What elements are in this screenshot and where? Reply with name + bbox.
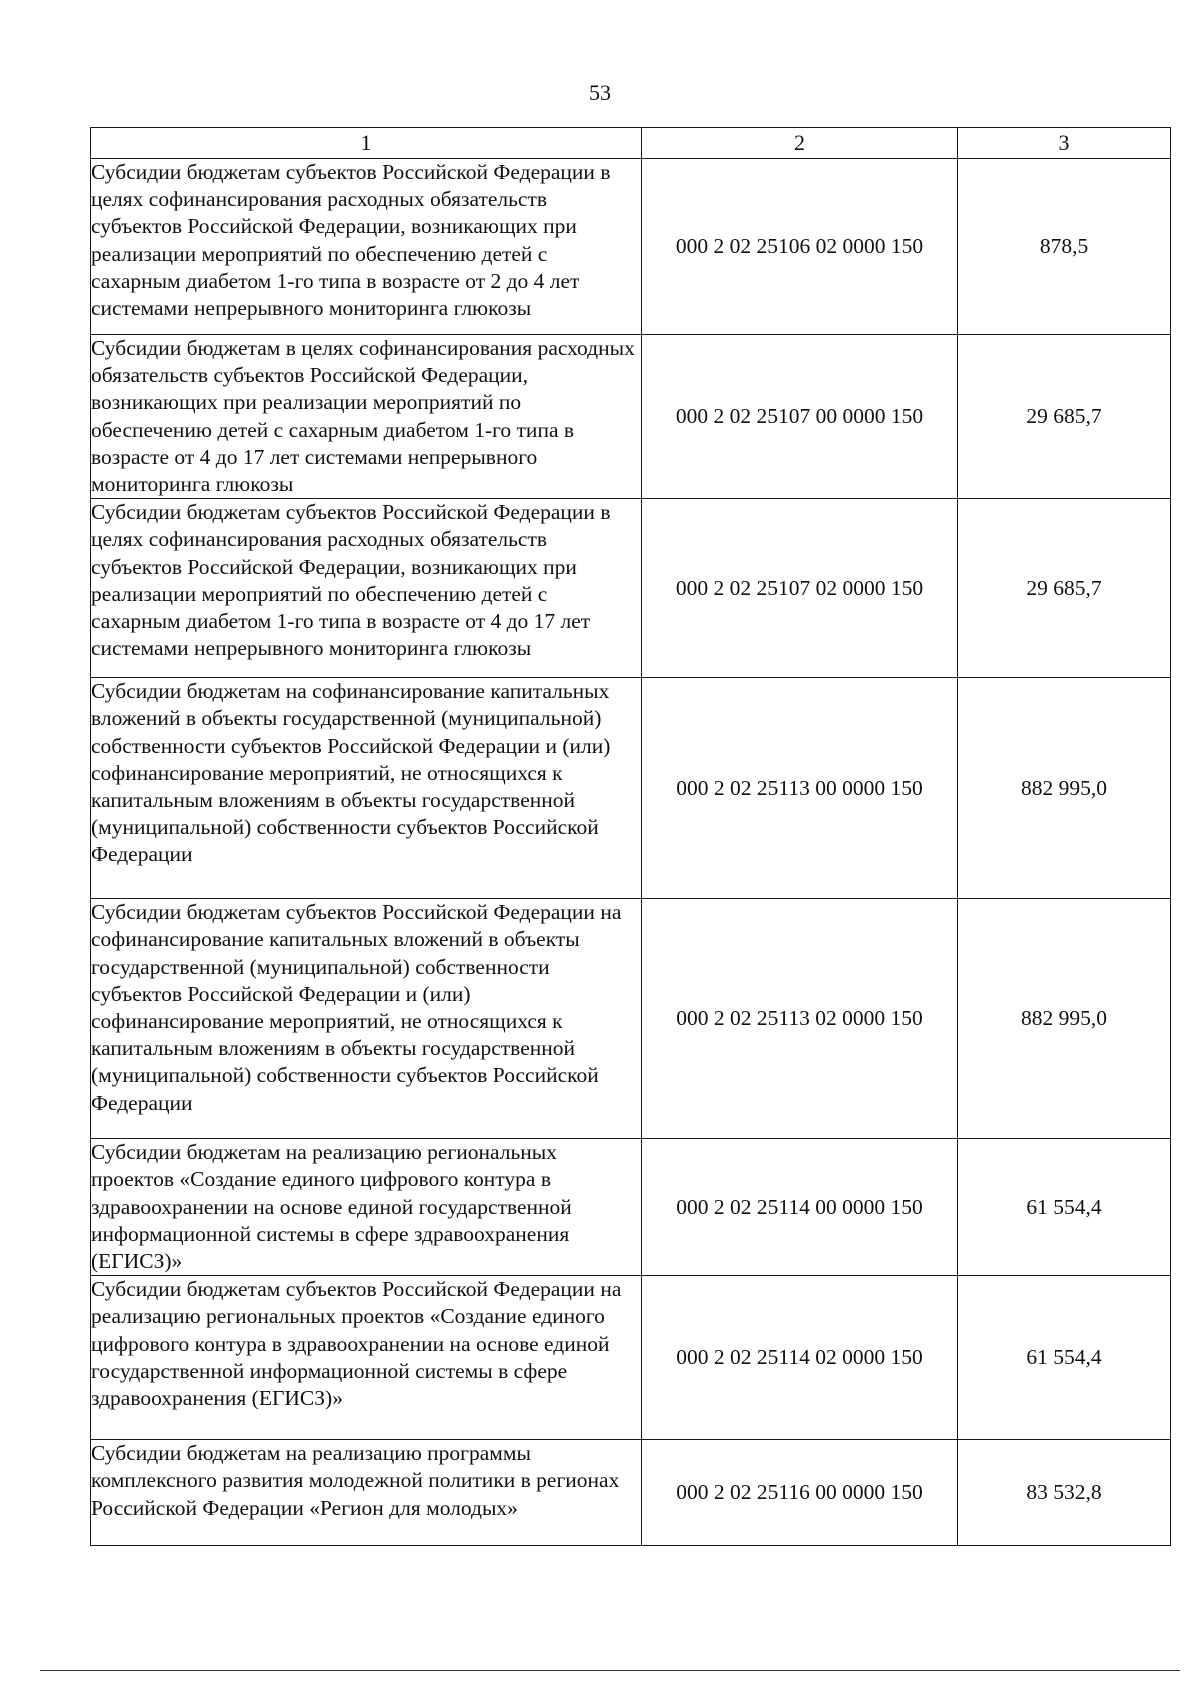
row-name-cell: Субсидии бюджетам субъектов Российской Федерации на реализацию региональных проектов «Создание единого цифрового контура в здравоохранении на основе единой государственной информационной системы в сфере здравоохранения (ЕГИСЗ)» (91, 1276, 642, 1440)
row-code-cell: 000 2 02 25114 00 0000 150 (642, 1139, 958, 1276)
row-name-cell: Субсидии бюджетам на реализацию программы комплексного развития молодежной политики в регионах Российской Федерации «Регион для молодых» (91, 1440, 642, 1546)
row-amount-cell: 29 685,7 (958, 335, 1171, 499)
row-code-cell: 000 2 02 25113 00 0000 150 (642, 678, 958, 899)
row-code-cell: 000 2 02 25107 00 0000 150 (642, 335, 958, 499)
page-number: 53 (589, 80, 611, 105)
table-row (91, 499, 1171, 678)
row-amount-cell: 29 685,7 (958, 499, 1171, 678)
row-amount-cell: 61 554,4 (958, 1276, 1171, 1440)
row-code-cell: 000 2 02 25116 00 0000 150 (642, 1440, 958, 1546)
row-code-cell: 000 2 02 25113 02 0000 150 (642, 899, 958, 1139)
row-amount-cell: 878,5 (958, 159, 1171, 335)
table-header-row (91, 128, 1171, 159)
row-name-cell: Субсидии бюджетам субъектов Российской Федерации в целях софинансирования расходных обязательств субъектов Российской Федерации, возникающих при реализации мероприятий по обеспечению детей с сахарным диабетом 1-го типа в возрасте от 4 до 17 лет системами непрерывного мониторинга глюкозы (91, 499, 642, 678)
row-name-cell: Субсидии бюджетам в целях софинансирования расходных обязательств субъектов Российской Федерации, возникающих при реализации мероприятий по обеспечению детей с сахарным диабетом 1-го типа в возрасте от 4 до 17 лет системами непрерывного мониторинга глюкозы (91, 335, 642, 499)
row-amount-cell: 61 554,4 (958, 1139, 1171, 1276)
row-name-cell: Субсидии бюджетам субъектов Российской Федерации в целях софинансирования расходных обязательств субъектов Российской Федерации, возникающих при реализации мероприятий по обеспечению детей с сахарным диабетом 1-го типа в возрасте от 2 до 4 лет системами непрерывного мониторинга глюкозы (91, 159, 642, 335)
row-code-cell: 000 2 02 25106 02 0000 150 (642, 159, 958, 335)
column-header-1: 1 (91, 128, 642, 159)
table-row (91, 678, 1171, 899)
budget-table (90, 127, 1171, 1546)
table-row (91, 1139, 1171, 1276)
table-row (91, 899, 1171, 1139)
row-name-cell: Субсидии бюджетам на реализацию региональных проектов «Создание единого цифрового контура в здравоохранении на основе единой государственной информационной системы в сфере здравоохранения (ЕГИСЗ)» (91, 1139, 642, 1276)
row-amount-cell: 83 532,8 (958, 1440, 1171, 1546)
row-code-cell: 000 2 02 25107 02 0000 150 (642, 499, 958, 678)
table-row (91, 159, 1171, 335)
row-name-cell: Субсидии бюджетам субъектов Российской Федерации на софинансирование капитальных вложений в объекты государственной (муниципальной) собственности субъектов Российской Федерации и (или) софинансирование мероприятий, не относящихся к капитальным вложениям в объекты государственной (муниципальной) собственности субъектов Российской Федерации (91, 899, 642, 1139)
row-name-cell: Субсидии бюджетам на софинансирование капитальных вложений в объекты государственной (муниципальной) собственности субъектов Российской Федерации и (или) софинансирование мероприятий, не относящихся к капитальным вложениям в объекты государственной (муниципальной) собственности субъектов Российской Федерации (91, 678, 642, 899)
column-header-3: 3 (958, 128, 1171, 159)
row-amount-cell: 882 995,0 (958, 899, 1171, 1139)
row-amount-cell: 882 995,0 (958, 678, 1171, 899)
row-code-cell: 000 2 02 25114 02 0000 150 (642, 1276, 958, 1440)
bottom-divider (40, 1670, 1180, 1671)
table-row (91, 1440, 1171, 1546)
table-row (91, 1276, 1171, 1440)
table-row (91, 335, 1171, 499)
column-header-2: 2 (642, 128, 958, 159)
